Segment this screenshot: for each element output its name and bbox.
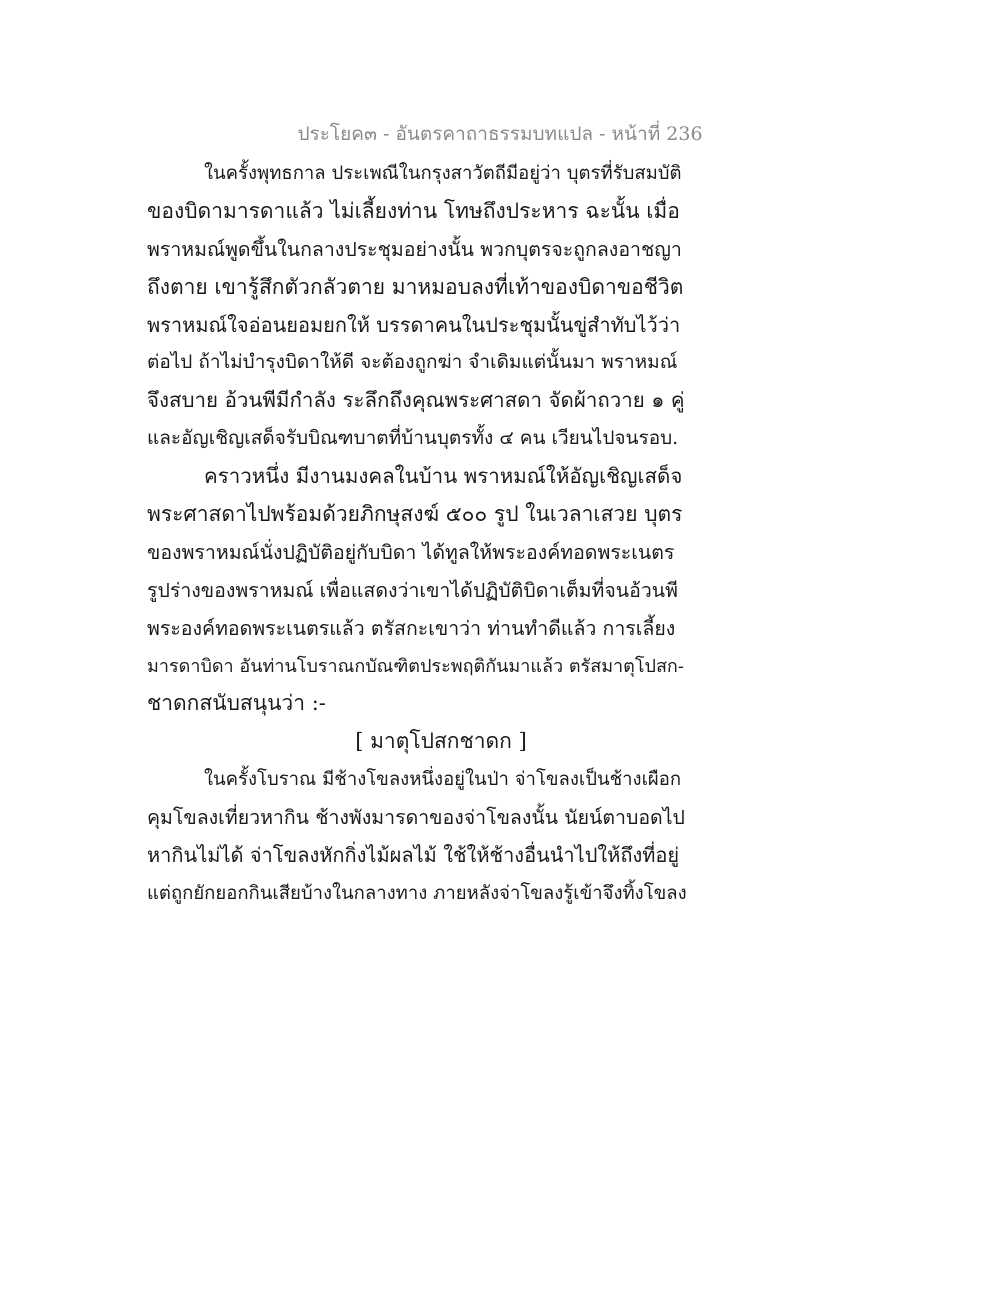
- text-line: แต่ถูกยักยอกกินเสียบ้างในกลางทาง ภายหลังจ่าโขลงรู้เข้าจึงทิ้งโขลง: [147, 882, 687, 904]
- text-line: ในครั้งพุทธกาล ประเพณีในกรุงสาวัตถีมีอยู่ว่า บุตรที่รับสมบัติ: [204, 163, 682, 184]
- text-line: พราหมณ์ใจอ่อนยอมยกให้ บรรดาคนในประชุมนั้นขู่สำทับไว้ว่า: [147, 312, 681, 337]
- text-line: ชาดกสนับสนุนว่า :-: [147, 691, 326, 716]
- text-line: และอัญเชิญเสด็จรับบิณฑบาตที่บ้านบุตรทั้ง ๔ คน เวียนไปจนรอบ.: [147, 427, 679, 450]
- text-line: มารดาบิดา อันท่านโบราณกบัณฑิตประพฤติกันมาแล้ว ตรัสมาตุโปสก-: [147, 655, 684, 677]
- text-line: จึงสบาย อ้วนพีมีกำลัง ระลึกถึงคุณพระศาสดา จัดผ้าถวาย ๑ คู่: [147, 388, 685, 413]
- text-line: คราวหนึ่ง มีงานมงคลในบ้าน พราหมณ์ให้อัญเชิญเสด็จ: [204, 464, 683, 489]
- text-line: ถึงตาย เขารู้สึกตัวกลัวตาย มาหมอบลงที่เท้าของบิดาขอชีวิต: [147, 274, 684, 299]
- text-line: ต่อไป ถ้าไม่บำรุงบิดาให้ดี จะต้องถูกฆ่า จำเดิมแต่นั้นมา พราหมณ์: [147, 351, 678, 374]
- text-line: รูปร่างของพราหมณ์ เพื่อแสดงว่าเขาได้ปฏิบัติบิดาเต็มที่จนอ้วนพี: [147, 578, 678, 602]
- text-line: คุมโขลงเที่ยวหากิน ช้างพังมารดาของจ่าโขลงนั้น นัยน์ตาบอดไป: [147, 806, 685, 830]
- text-line: พราหมณ์พูดขึ้นในกลางประชุมอย่างนั้น พวกบุตรจะถูกลงอาชญา: [147, 237, 682, 261]
- text-line: พระศาสดาไปพร้อมด้วยภิกษุสงฆ์ ๕๐๐ รูป ในเวลาเสวย บุตร: [147, 502, 683, 527]
- text-line: ของพราหมณ์นั่งปฏิบัติอยู่กับบิดา ได้ทูลให้พระองค์ทอดพระเนตร: [147, 540, 675, 564]
- text-line: หากินไม่ได้ จ่าโขลงหักกิ่งไม้ผลไม้ ใช้ให้ช้างอื่นนำไปให้ถึงที่อยู่: [147, 843, 680, 868]
- text-line: ในครั้งโบราณ มีช้างโขลงหนึ่งอยู่ในป่า จ่าโขลงเป็นช้างเผือก: [204, 769, 682, 791]
- body-text: [147, 155, 687, 913]
- text-line: ของบิดามารดาแล้ว ไม่เลี้ยงท่าน โทษถึงประหาร ฉะนั้น เมื่อ: [147, 198, 680, 223]
- section-heading: [ มาตุโปสกชาดก ]: [355, 729, 527, 754]
- text-line: พระองค์ทอดพระเนตรแล้ว ตรัสกะเขาว่า ท่านทำดีแล้ว การเลี้ยง: [147, 616, 676, 640]
- running-header: ประโยค๓ - อันตรคาถาธรรมบทแปล - หน้าที่ 236: [297, 123, 703, 145]
